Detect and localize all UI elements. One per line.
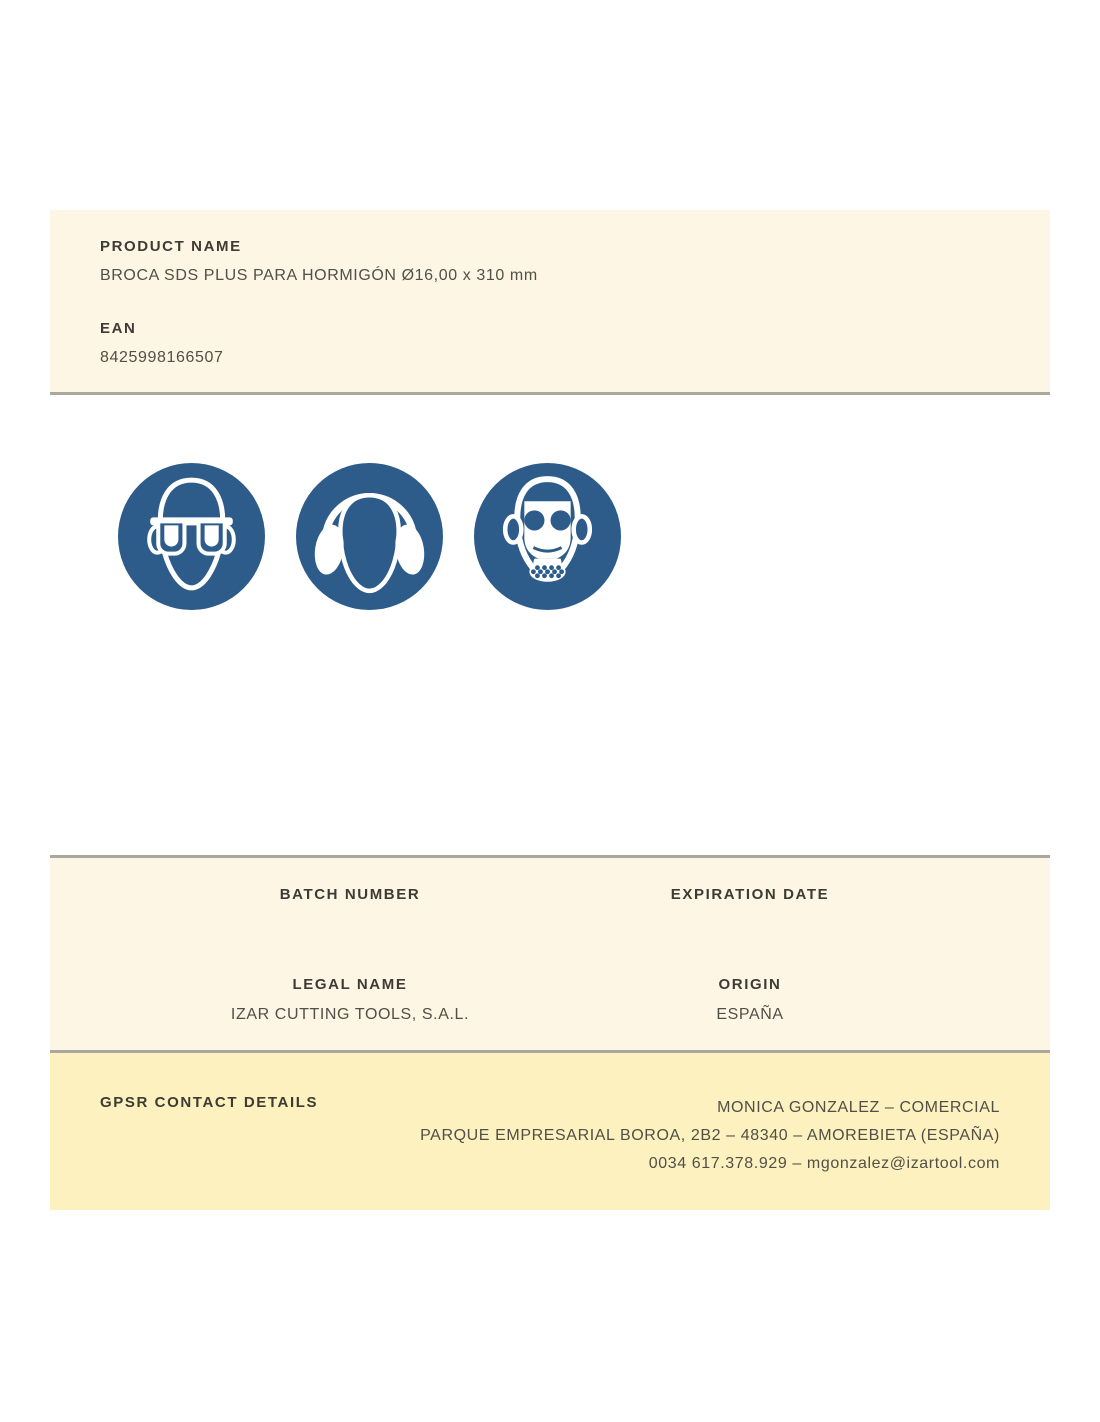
expiration-date-label: EXPIRATION DATE	[670, 886, 830, 903]
product-name-label: PRODUCT NAME	[100, 238, 242, 255]
contact-name: MONICA GONZALEZ – COMERCIAL	[717, 1099, 1000, 1116]
wear-respiratory-protection-icon	[474, 463, 621, 610]
expiration-date-cell	[550, 886, 950, 976]
batch-number-cell	[150, 886, 550, 976]
wear-ear-protection-icon	[296, 463, 443, 610]
ean-label: EAN	[100, 320, 137, 337]
safety-icons-row	[118, 463, 621, 610]
wear-eye-protection-icon	[118, 463, 265, 610]
product-name-value: BROCA SDS PLUS PARA HORMIGÓN Ø16,00 x 310 mm	[100, 267, 538, 284]
legal-name-cell	[150, 976, 550, 1024]
batch-legal-grid	[150, 886, 950, 1024]
legal-name-value: IZAR CUTTING TOOLS, S.A.L.	[230, 1006, 470, 1023]
origin-value: ESPAÑA	[716, 1006, 784, 1023]
ean-value: 8425998166507	[100, 349, 224, 366]
batch-legal-panel	[50, 855, 1050, 1053]
gpsr-contact-label: GPSR CONTACT DETAILS	[100, 1094, 319, 1111]
gpsr-contact-panel	[50, 1053, 1050, 1210]
contact-address: PARQUE EMPRESARIAL BOROA, 2B2 – 48340 – AMOREBIETA (ESPAÑA)	[420, 1127, 1000, 1144]
gpsr-contact-block	[420, 1094, 1000, 1178]
product-info-panel	[50, 210, 1050, 395]
legal-name-label: LEGAL NAME	[292, 976, 408, 993]
contact-phone-email: 0034 617.378.929 – mgonzalez@izartool.com	[648, 1155, 1000, 1172]
origin-label: ORIGIN	[718, 976, 782, 993]
origin-cell	[550, 976, 950, 1024]
batch-number-label: BATCH NUMBER	[279, 886, 421, 903]
